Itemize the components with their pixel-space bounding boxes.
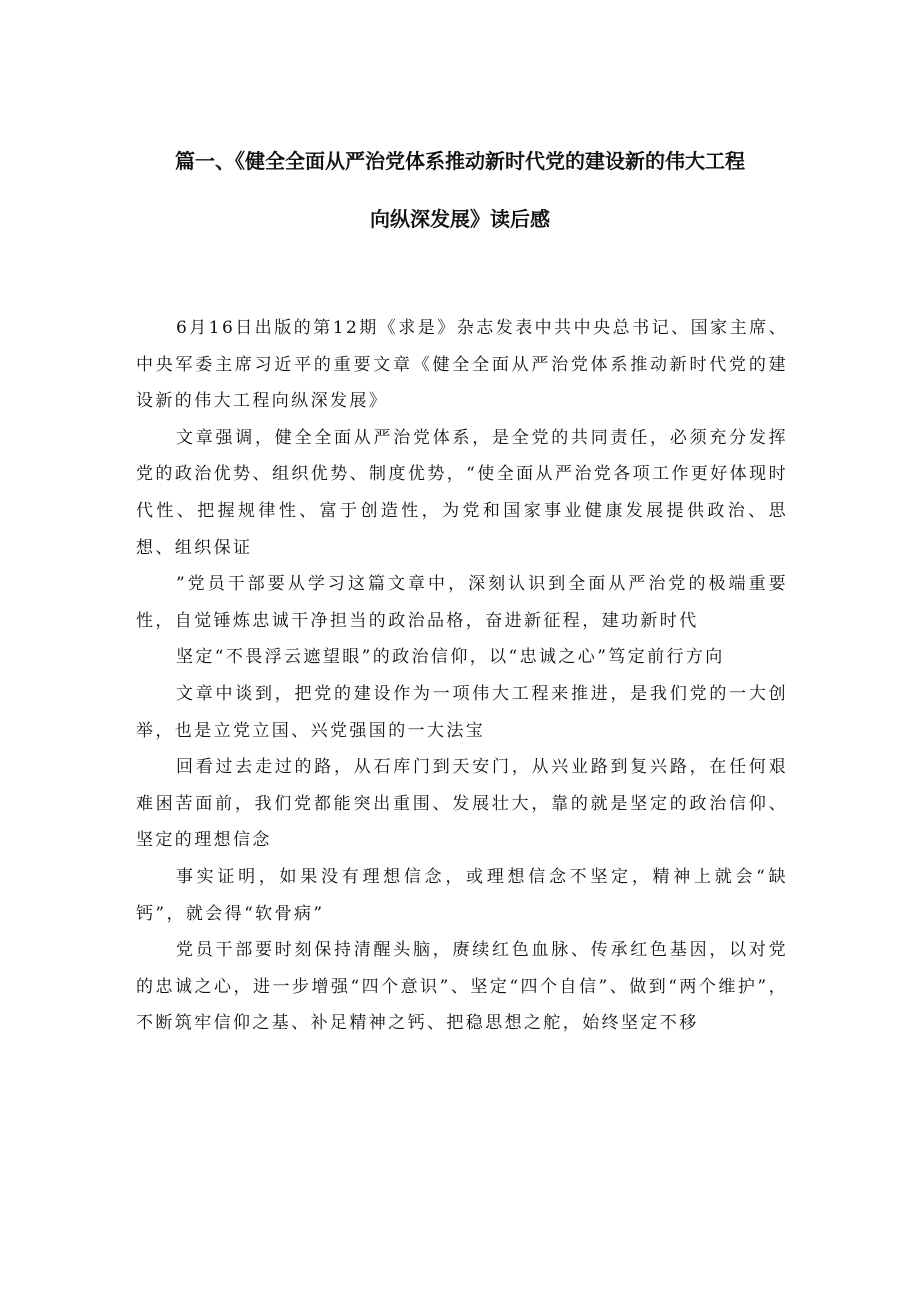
document-title-line-1: 篇一、《健全全面从严治党体系推动新时代党的建设新的伟大工程 xyxy=(175,149,745,173)
paragraph-5: 文章中谈到，把党的建设作为一项伟大工程来推进，是我们党的一大创举，也是立党立国、兴党强国的一大法宝 xyxy=(136,683,788,741)
document-body xyxy=(136,310,788,1042)
paragraph-6: 回看过去走过的路，从石库门到天安门，从兴业路到复兴路，在任何艰难困苦面前，我们党都能突出重围、发展壮大，靠的就是坚定的政治信仰、坚定的理想信念 xyxy=(136,757,788,851)
paragraph-8: 党员干部要时刻保持清醒头脑，赓续红色血脉、传承红色基因，以对党的忠诚之心，进一步增强“四个意识”、坚定“四个自信”、做到“两个维护”，不断筑牢信仰之基、补足精神之钙、把稳思想之舵，始终坚定不移 xyxy=(136,940,788,1034)
paragraph-1: 6月16日出版的第12期《求是》杂志发表中共中央总书记、国家主席、中央军委主席习近平的重要文章《健全全面从严治党体系推动新时代党的建设新的伟大工程向纵深发展》 xyxy=(136,318,788,412)
paragraph-4: 坚定“不畏浮云遮望眼”的政治信仰，以“忠诚之心”笃定前行方向 xyxy=(175,647,725,668)
paragraph-2: 文章强调，健全全面从严治党体系，是全党的共同责任，必须充分发挥党的政治优势、组织优势、制度优势，“使全面从严治党各项工作更好体现时代性、把握规律性、富于创造性，为党和国家事业健康发展提供政治、思想、组织保证 xyxy=(136,427,788,558)
paragraph-7: 事实证明，如果没有理想信念，或理想信念不坚定，精神上就会“缺钙”，就会得“软骨病” xyxy=(136,866,788,924)
paragraph-3: ”党员干部要从学习这篇文章中，深刻认识到全面从严治党的极端重要性，自觉锤炼忠诚干净担当的政治品格，奋进新征程，建功新时代 xyxy=(136,574,788,631)
document-title-line-2: 向纵深发展》读后感 xyxy=(370,207,550,231)
